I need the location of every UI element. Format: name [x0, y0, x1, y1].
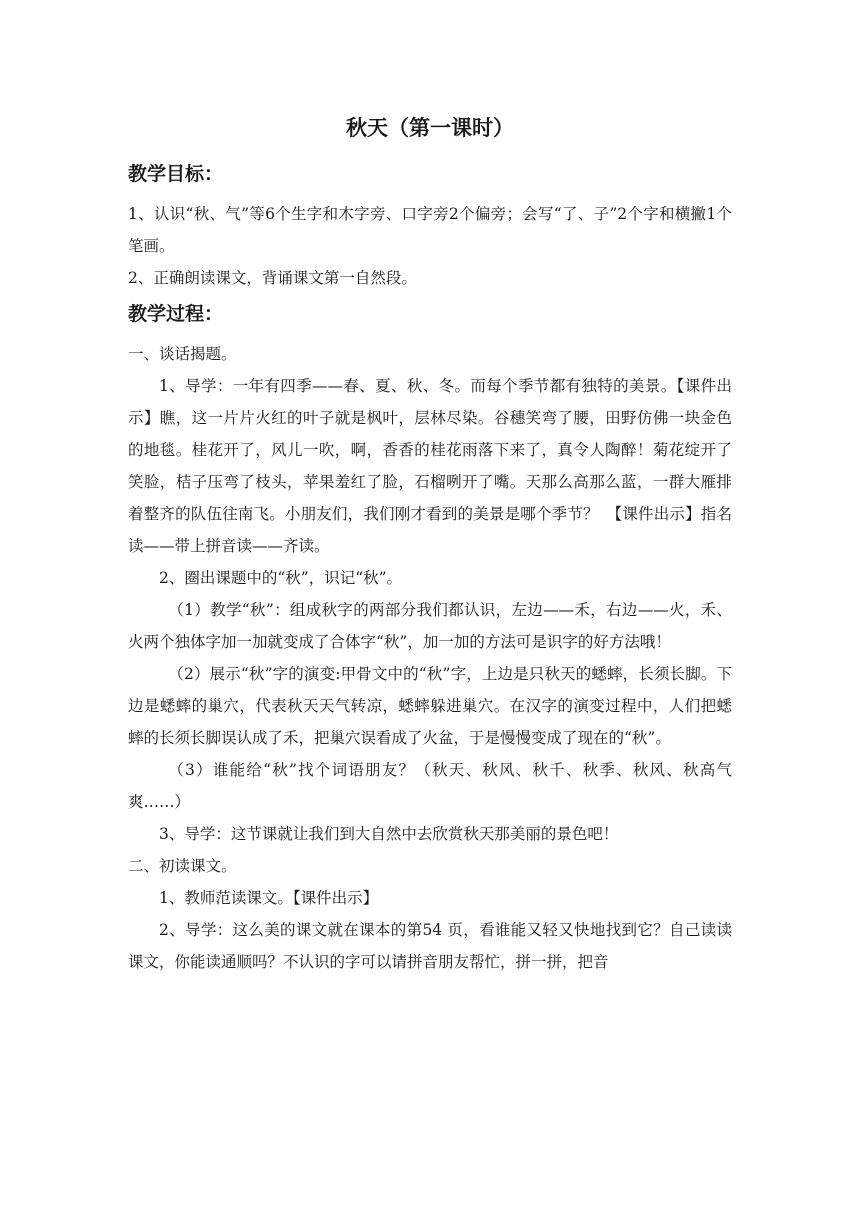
- section-1-paragraph-3: （1）教学“秋”：组成秋字的两部分我们都认识，左边——禾，右边——火，禾、火两个独体字加一加就变成了合体字“秋”，加一加的方法可是识字的好方法哦！: [128, 601, 732, 651]
- section-1-paragraph-5: （3）谁能给“秋”找个词语朋友？（秋天、秋风、秋千、秋季、秋风、秋高气爽……）: [128, 761, 732, 811]
- section-1-paragraph-1: 1、导学：一年有四季——春、夏、秋、冬。而每个季节都有独特的美景。【课件出示】瞧，这一片片火红的叶子就是枫叶，层林尽染。谷穗笑弯了腰，田野仿佛一块金色的地毯。桂花开了，风儿一吹，啊，香香的桂花雨落下来了，真令人陶醉！菊花绽开了笑脸，桔子压弯了枝头，苹果羞红了脸，石榴咧开了嘴。天那么高那么蓝，一群大雁排着整齐的队伍往南飞。小朋友们，我们刚才看到的美景是哪个季节？ 【课件出示】指名读——带上拼音读——齐读。: [128, 377, 732, 555]
- section-1-title: 一、谈话揭题。: [128, 345, 237, 363]
- section-2-title: 二、初读课文。: [128, 857, 237, 875]
- section-1-paragraph-2: 2、圈出课题中的“秋”，识记“秋”。: [159, 569, 403, 587]
- process-heading: 教学过程：: [128, 303, 224, 325]
- section-1-paragraph-6: 3、导学：这节课就让我们到大自然中去欣赏秋天那美丽的景色吧！: [159, 825, 619, 843]
- document-title: 秋天（第一课时）: [346, 116, 514, 140]
- objectives-heading: 教学目标：: [128, 163, 224, 185]
- section-2-paragraph-1: 1、教师范读课文。【课件出示】: [159, 889, 379, 907]
- section-2-paragraph-2: 2、导学：这么美的课文就在课本的第54 页，看谁能又轻又快地找到它？自己读读课文，你能读通顺吗？不认识的字可以请拼音朋友帮忙，拼一拼，把音: [128, 921, 732, 971]
- objective-2: 2、正确朗读课文，背诵课文第一自然段。: [128, 269, 417, 287]
- section-1-paragraph-4: （2）展示“秋”字的演变:甲骨文中的“秋”字，上边是只秋天的蟋蟀，长须长脚。下边是蟋蟀的巢穴，代表秋天天气转凉，蟋蟀躲进巢穴。在汉字的演变过程中，人们把蟋蟀的长须长脚误认成了禾，把巢穴误看成了火盆，于是慢慢变成了现在的“秋”。: [128, 665, 732, 747]
- objective-1: 1、认识“秋、气”等6个生字和木字旁、口字旁2个偏旁；会写“了、子”2个字和横撇1个笔画。: [128, 205, 732, 255]
